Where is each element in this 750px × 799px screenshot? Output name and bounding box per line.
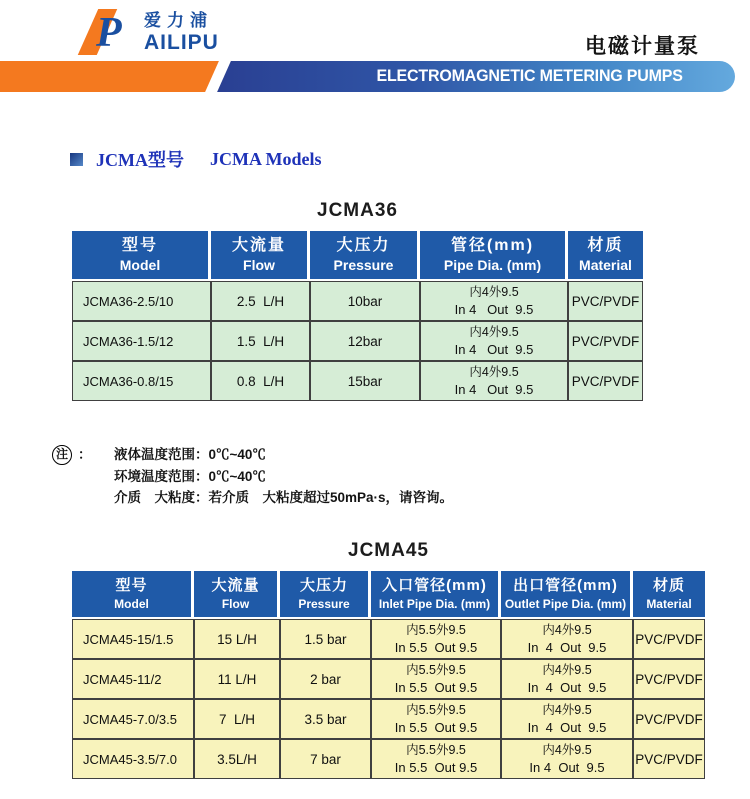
cell-material: PVC/PVDF bbox=[633, 619, 705, 659]
cell-material: PVC/PVDF bbox=[568, 281, 643, 321]
cell-flow: 7 L/H bbox=[194, 699, 280, 739]
cell-pressure: 7 bar bbox=[280, 739, 371, 779]
jcma45-table bbox=[72, 571, 705, 779]
cell-material: PVC/PVDF bbox=[568, 321, 643, 361]
cell-inlet: 内5.5外9.5 In 5.5 Out 9.5 bbox=[371, 739, 501, 779]
jcma45-section bbox=[72, 540, 705, 779]
logo-name-en: AILIPU bbox=[144, 30, 219, 54]
banner-orange-bar bbox=[0, 61, 224, 92]
cell-pipe: 内4外9.5 In 4 Out 9.5 bbox=[420, 281, 568, 321]
square-bullet-icon bbox=[70, 153, 83, 166]
table-row bbox=[72, 321, 643, 361]
cell-model: JCMA36-2.5/10 bbox=[72, 281, 211, 321]
cell-material: PVC/PVDF bbox=[633, 699, 705, 739]
cell-outlet: 内4外9.5 In 4 Out 9.5 bbox=[501, 739, 633, 779]
cell-pressure: 3.5 bar bbox=[280, 699, 371, 739]
table-row bbox=[72, 739, 705, 779]
logo-name-cn: 爱力浦 bbox=[144, 11, 213, 31]
cell-pipe: 内4外9.5 In 4 Out 9.5 bbox=[420, 321, 568, 361]
cell-model: JCMA36-0.8/15 bbox=[72, 361, 211, 401]
header-banner bbox=[0, 61, 735, 92]
cell-model: JCMA45-7.0/3.5 bbox=[72, 699, 194, 739]
cell-pressure: 10bar bbox=[310, 281, 420, 321]
company-logo bbox=[74, 8, 219, 58]
col-header-model: 型号 Model bbox=[72, 571, 194, 619]
table-row bbox=[72, 281, 643, 321]
cell-pressure: 2 bar bbox=[280, 659, 371, 699]
col-header-pressure: 大压力 Pressure bbox=[310, 231, 420, 281]
cell-inlet: 内5.5外9.5 In 5.5 Out 9.5 bbox=[371, 619, 501, 659]
cell-pressure: 12bar bbox=[310, 321, 420, 361]
cell-flow: 0.8 L/H bbox=[211, 361, 310, 401]
cell-flow: 15 L/H bbox=[194, 619, 280, 659]
banner-title-en: ELECTROMAGNETIC METERING PUMPS bbox=[376, 67, 683, 85]
note-lines bbox=[114, 444, 453, 509]
cell-model: JCMA45-3.5/7.0 bbox=[72, 739, 194, 779]
cell-inlet: 内5.5外9.5 In 5.5 Out 9.5 bbox=[371, 699, 501, 739]
col-header-material: 材质 Material bbox=[633, 571, 705, 619]
section-title-cn: JCMA型号 bbox=[96, 150, 184, 170]
jcma45-title: JCMA45 bbox=[348, 540, 429, 561]
cell-outlet: 内4外9.5 In 4 Out 9.5 bbox=[501, 619, 633, 659]
jcma36-title: JCMA36 bbox=[317, 200, 398, 221]
note-label: 注 ： bbox=[52, 444, 114, 509]
cell-pressure: 1.5 bar bbox=[280, 619, 371, 659]
col-header-pressure: 大压力 Pressure bbox=[280, 571, 371, 619]
logo-mark-icon bbox=[74, 8, 132, 58]
cell-material: PVC/PVDF bbox=[633, 659, 705, 699]
note-line-1: 液体温度范围：0℃~40℃ bbox=[114, 447, 266, 462]
notes-block bbox=[52, 444, 453, 509]
cell-model: JCMA36-1.5/12 bbox=[72, 321, 211, 361]
logo-text bbox=[144, 12, 219, 54]
col-header-model: 型号 Model bbox=[72, 231, 211, 281]
cell-flow: 1.5 L/H bbox=[211, 321, 310, 361]
jcma36-header-row bbox=[72, 231, 643, 281]
cell-flow: 11 L/H bbox=[194, 659, 280, 699]
table-row bbox=[72, 619, 705, 659]
cell-material: PVC/PVDF bbox=[568, 361, 643, 401]
col-header-pipe: 管径(mm) Pipe Dia. (mm) bbox=[420, 231, 568, 281]
section-title-en: JCMA Models bbox=[210, 148, 322, 169]
col-header-flow: 大流量 Flow bbox=[211, 231, 310, 281]
cell-pipe: 内4外9.5 In 4 Out 9.5 bbox=[420, 361, 568, 401]
table-row bbox=[72, 659, 705, 699]
jcma36-section bbox=[72, 200, 643, 401]
cell-outlet: 内4外9.5 In 4 Out 9.5 bbox=[501, 659, 633, 699]
cell-model: JCMA45-15/1.5 bbox=[72, 619, 194, 659]
cell-pressure: 15bar bbox=[310, 361, 420, 401]
cell-model: JCMA45-11/2 bbox=[72, 659, 194, 699]
col-header-material: 材质 Material bbox=[568, 231, 643, 281]
note-line-2: 环境温度范围：0℃~40℃ bbox=[114, 468, 266, 484]
col-header-outlet: 出口管径(mm) Outlet Pipe Dia. (mm) bbox=[501, 571, 633, 619]
col-header-flow: 大流量 Flow bbox=[194, 571, 280, 619]
cell-flow: 2.5 L/H bbox=[211, 281, 310, 321]
col-header-inlet: 入口管径(mm) Inlet Pipe Dia. (mm) bbox=[371, 571, 501, 619]
note-line-3: 介质 大粘度：若介质 大粘度超过50mPa·s，请咨询。 bbox=[114, 490, 454, 506]
cell-flow: 3.5L/H bbox=[194, 739, 280, 779]
cell-inlet: 内5.5外9.5 In 5.5 Out 9.5 bbox=[371, 659, 501, 699]
note-circle-icon: 注 bbox=[52, 445, 72, 465]
cell-outlet: 内4外9.5 In 4 Out 9.5 bbox=[501, 699, 633, 739]
logo-letter: P bbox=[96, 10, 122, 56]
section-heading bbox=[70, 146, 322, 172]
table-row bbox=[72, 361, 643, 401]
cell-material: PVC/PVDF bbox=[633, 739, 705, 779]
jcma36-table bbox=[72, 231, 643, 401]
table-row bbox=[72, 699, 705, 739]
product-title-cn: 电磁计量泵 bbox=[585, 35, 700, 58]
jcma45-header-row bbox=[72, 571, 705, 619]
